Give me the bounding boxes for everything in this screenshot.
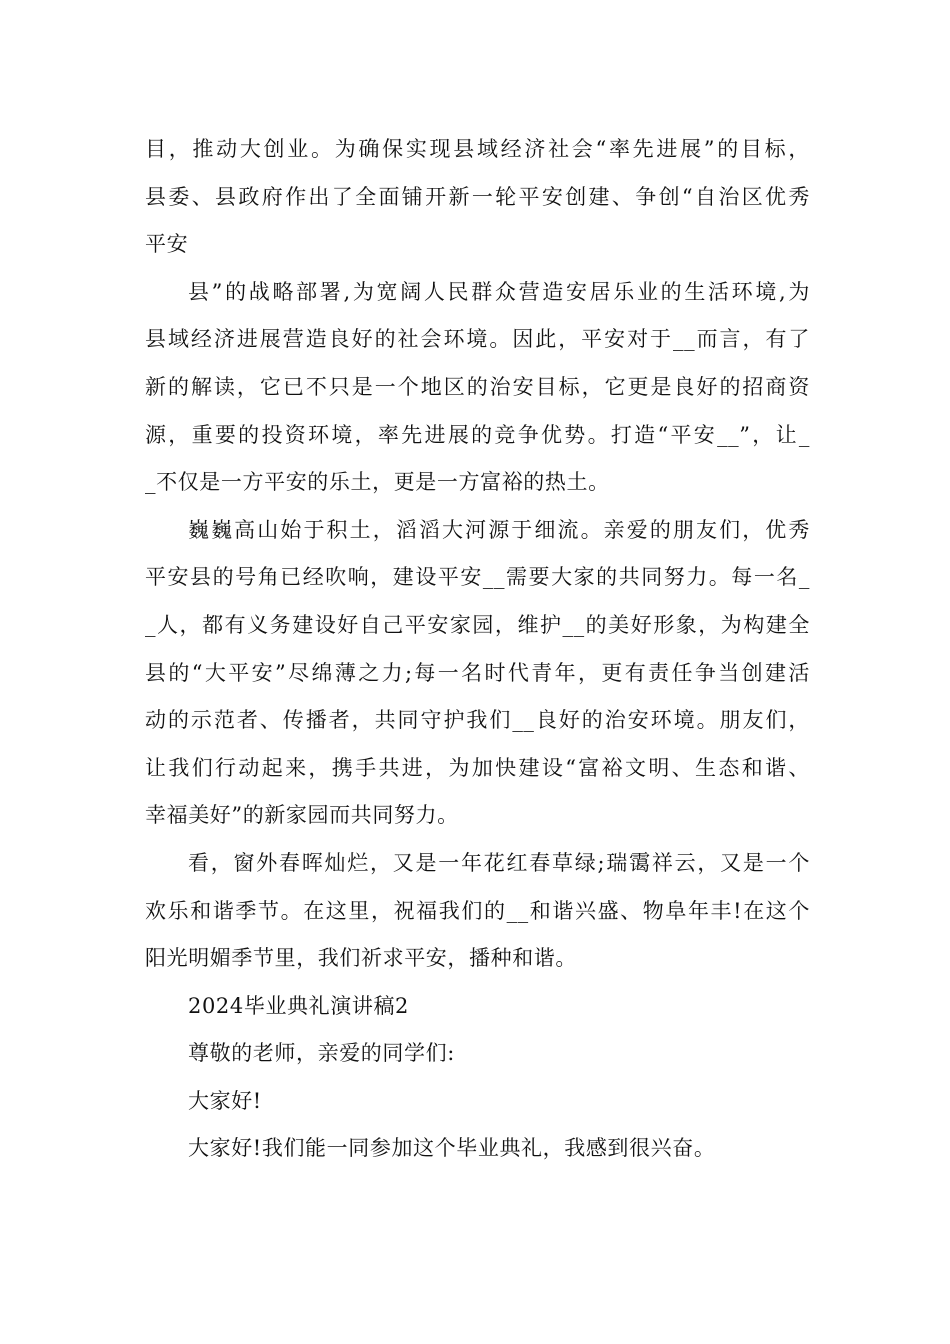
text-line: 源，重要的投资环境，率先进展的竞争优势。打造“平安__”，让_ [145,422,810,447]
text-line: 平安县的号角已经吹响，建设平安__需要大家的共同努力。每一名_ [145,565,810,590]
text-line: 阳光明媚季节里，我们祈求平安，播种和谐。 [145,946,577,971]
greeting: 大家好! [188,1088,262,1113]
text-line: 欢乐和谐季节。在这里，祝福我们的__和谐兴盛、物阜年丰!在这个 [145,898,810,923]
paragraph-start-line: 县”的战略部署,为宽阔人民群众营造安居乐业的生活环境,为 [188,279,810,304]
text-line: 动的示范者、传播者，共同守护我们__良好的治安环境。朋友们， [145,708,810,733]
text-line: _不仅是一方平安的乐土，更是一方富裕的热土。 [145,470,610,495]
text-line: 幸福美好”的新家园而共同努力。 [145,803,459,828]
paragraph-start-line: 巍巍高山始于积土，滔滔大河源于细流。亲爱的朋友们，优秀 [188,517,810,542]
document-body [145,126,810,1173]
text-line: 县的“大平安”尽绵薄之力;每一名时代青年，更有责任争当创建活 [145,660,810,685]
section-heading: 2024毕业典礼演讲稿2 [188,993,410,1018]
text-line: 县域经济进展营造良好的社会环境。因此，平安对于__而言，有了 [145,327,810,352]
text-line: 县委、县政府作出了全面铺开新一轮平安创建、争创“自治区优秀 [145,184,810,209]
text-line: 新的解读，它已不只是一个地区的治安目标，它更是良好的招商资 [145,374,810,399]
text-line: 目，推动大创业。为确保实现县域经济社会“率先进展”的目标， [145,137,810,161]
salutation: 尊敬的老师，亲爱的同学们: [188,1041,455,1066]
text-line: 让我们行动起来，携手共进，为加快建设“富裕文明、生态和谐、 [145,755,810,780]
paragraph-start-line: 看，窗外春晖灿烂，又是一年花红春草绿;瑞霭祥云，又是一个 [188,850,810,875]
text-line: 平安 [145,232,189,257]
text-line: _人，都有义务建设好自己平安家园，维护__的美好形象，为构建全 [145,612,810,637]
paragraph-start-line: 大家好!我们能一同参加这个毕业典礼，我感到很兴奋。 [188,1136,716,1161]
